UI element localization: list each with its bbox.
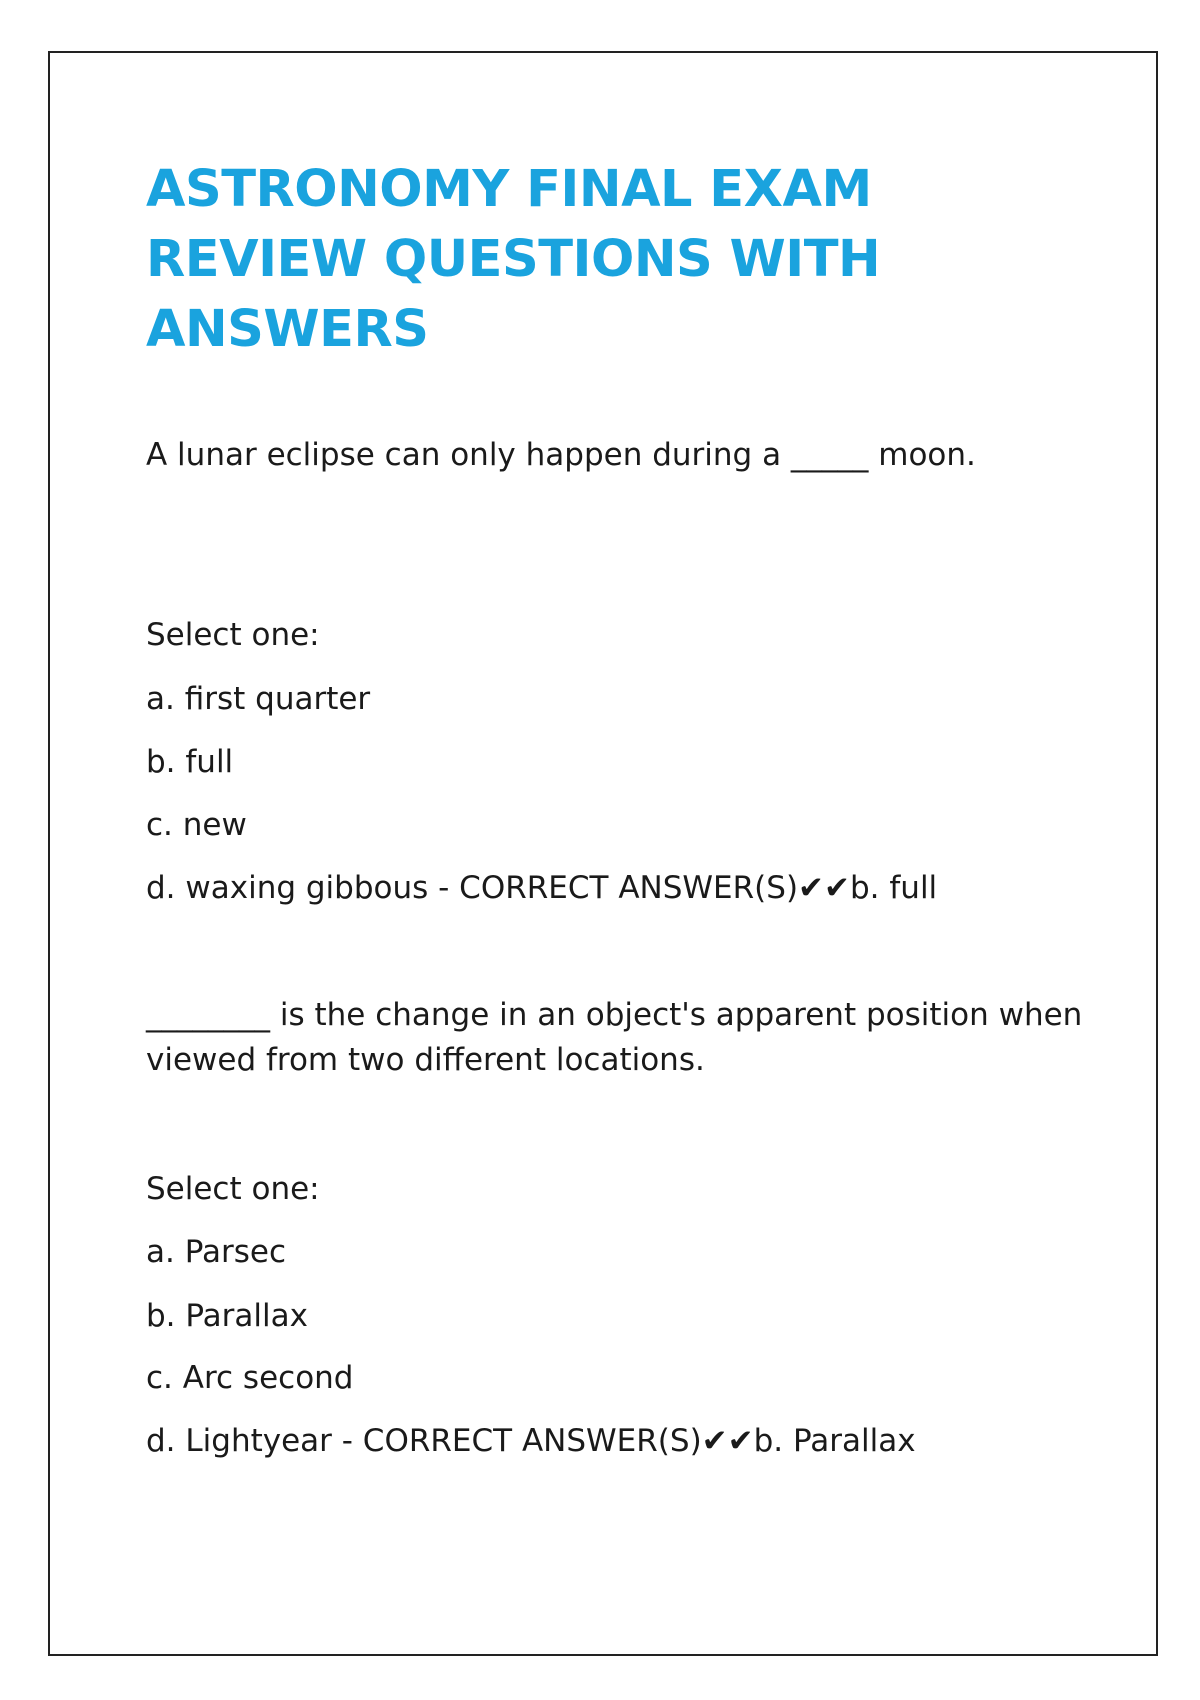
question-1-select-label: Select one:: [146, 617, 320, 653]
question-2-option-a: a. Parsec: [146, 1234, 287, 1270]
question-1-option-d: d. waxing gibbous - CORRECT ANSWER(S)✔✔b. full: [146, 870, 938, 906]
question-2-option-c: c. Arc second: [146, 1360, 354, 1396]
question-2-prompt: ________ is the change in an object's apparent position when viewed from two different locations.: [146, 997, 1083, 1078]
question-1-option-c: c. new: [146, 807, 247, 843]
question-1-option-a: a. first quarter: [146, 681, 371, 717]
question-2-option-b: b. Parallax: [146, 1298, 308, 1334]
document-page: [48, 51, 1158, 1656]
question-2-option-d: d. Lightyear - CORRECT ANSWER(S)✔✔b. Parallax: [146, 1423, 916, 1459]
question-2-select-label: Select one:: [146, 1171, 320, 1207]
document-title: ASTRONOMY FINAL EXAM REVIEW QUESTIONS WITH ANSWERS: [146, 160, 881, 359]
question-1-option-b: b. full: [146, 744, 234, 780]
question-1-prompt: A lunar eclipse can only happen during a _____ moon.: [146, 437, 976, 473]
